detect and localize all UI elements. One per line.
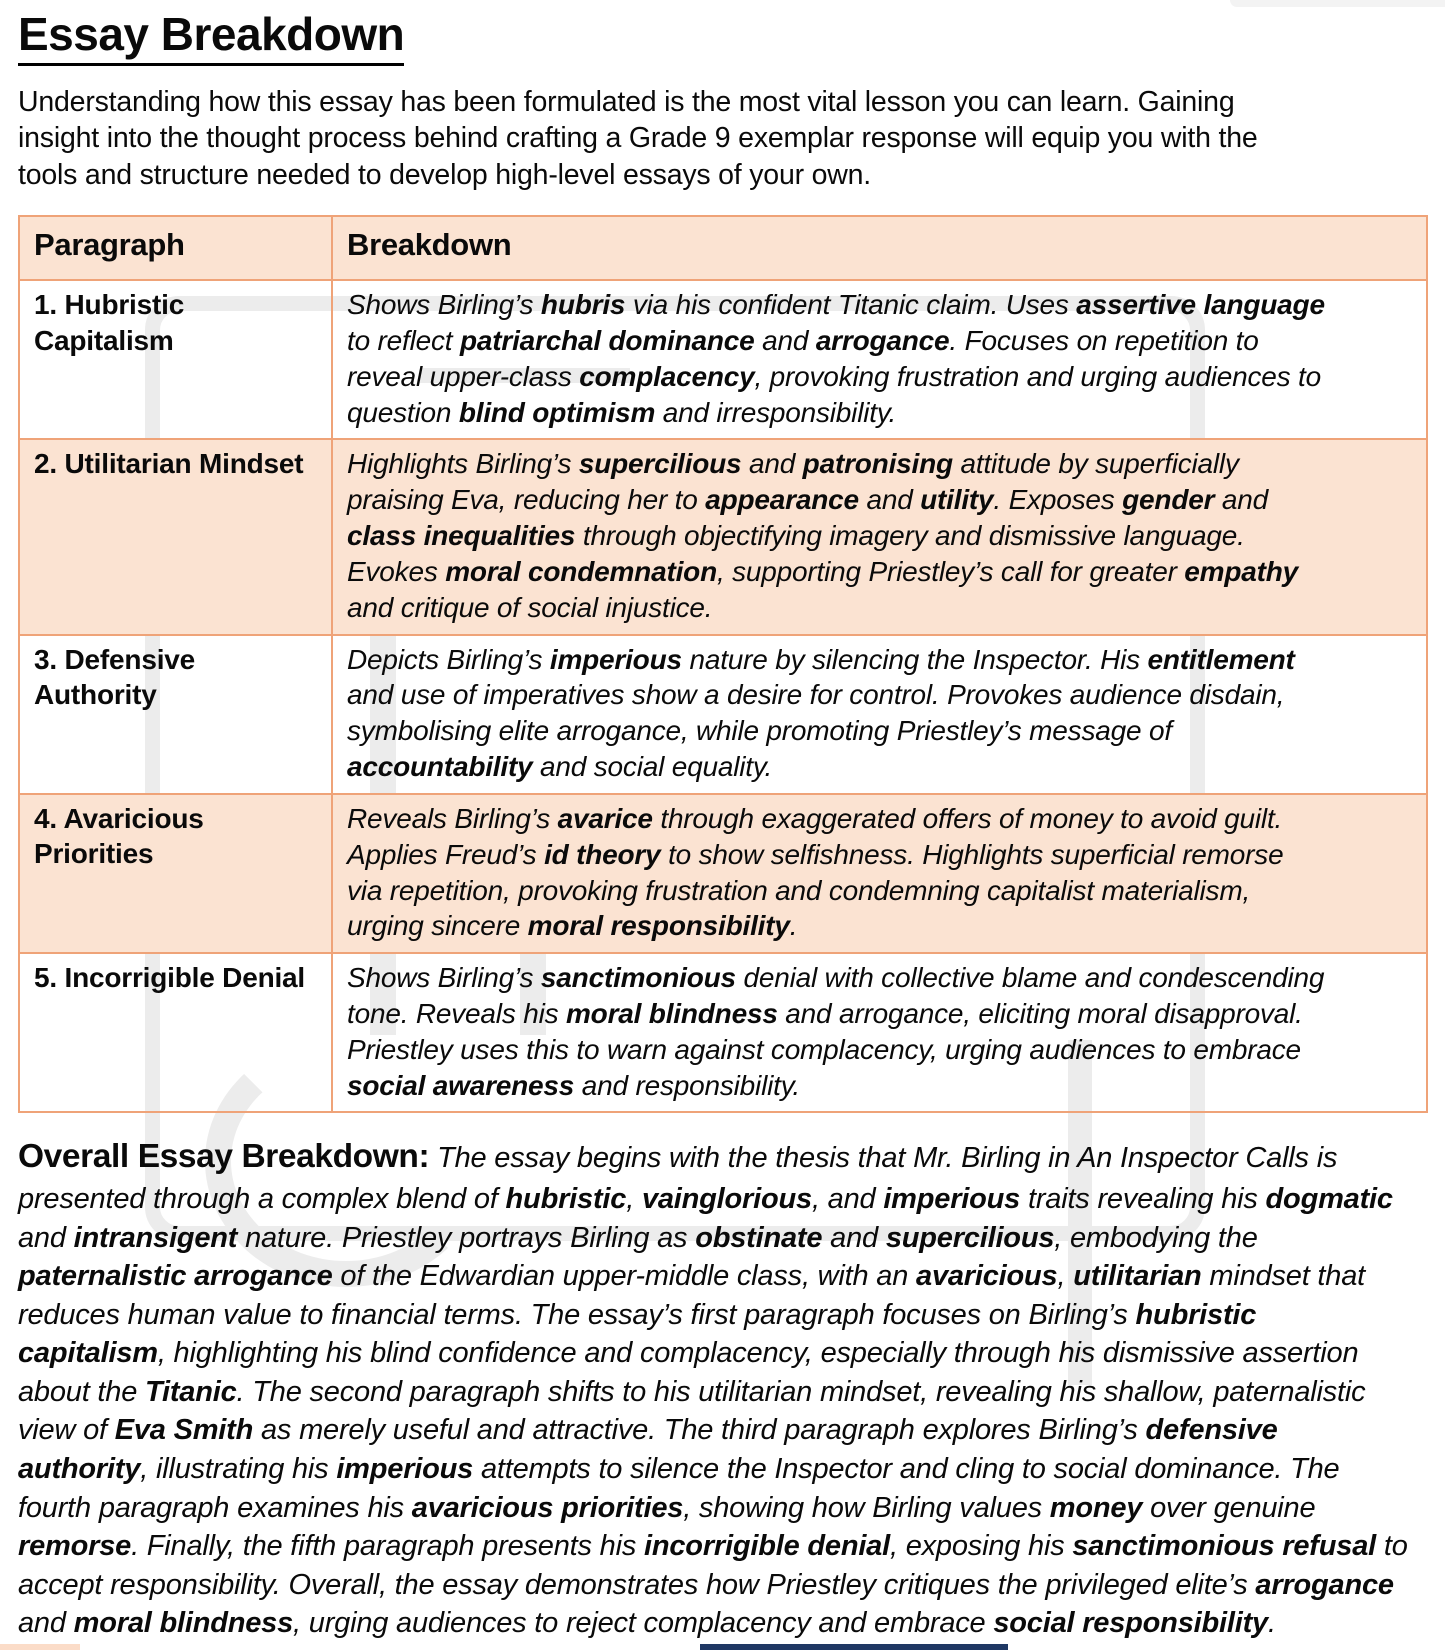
paragraph-title-cell: 5. Incorrigible Denial xyxy=(19,953,332,1112)
paragraph-title-cell: 2. Utilitarian Mindset xyxy=(19,439,332,634)
breakdown-text-cell: Shows Birling’s sanctimonious denial with collective blame and condescending tone. Reveals his moral blindness and arrogance, eliciting moral disapproval. Priestley uses this to warn against complacency, urging audiences to embrace social awareness and responsibility. xyxy=(332,953,1427,1112)
footer-navy-strip xyxy=(700,1644,1008,1650)
breakdown-text-cell: Shows Birling’s hubris via his confident Titanic claim. Uses assertive language to reflect patriarchal dominance and arrogance. Focuses on repetition to reveal upper-class complacency, provoking frustration and urging audiences to question blind optimism and irresponsibility. xyxy=(332,280,1427,439)
overall-breakdown-label: Overall Essay Breakdown: xyxy=(18,1138,430,1176)
table-row xyxy=(19,953,1427,1112)
table-row xyxy=(19,439,1427,634)
col-header-breakdown: Breakdown xyxy=(332,216,1427,280)
breakdown-text-cell: Highlights Birling’s supercilious and patronising attitude by superficially praising Eva, reducing her to appearance and utility. Exposes gender and class inequalities through objectifying imagery and dismissive language. Evokes moral condemnation, supporting Priestley’s call for greater empathy and critique of social injustice. xyxy=(332,439,1427,634)
breakdown-text-cell: Depicts Birling’s imperious nature by silencing the Inspector. His entitlement and use of imperatives show a desire for control. Provokes audience disdain, symbolising elite arrogance, while promoting Priestley’s message of accountability and social equality. xyxy=(332,635,1427,794)
page-title: Essay Breakdown xyxy=(18,10,404,66)
footer-peach-strip xyxy=(0,1644,80,1650)
table-row xyxy=(19,635,1427,794)
col-header-paragraph: Paragraph xyxy=(19,216,332,280)
overall-breakdown-body: The essay begins with the thesis that Mr. Birling in An Inspector Calls is presented through a complex blend of hubristic, vainglorious, and imperious traits revealing his dogmatic and intransigent nature. Priestley portrays Birling as obstinate and supercilious, embodying the paternalistic arrogance of the Edwardian upper-middle class, with an avaricious, utilitarian mindset that reduces human value to financial terms. The essay’s first paragraph focuses on Birling’s hubristic capitalism, highlighting his blind confidence and complacency, especially through his dismissive assertion about the Titanic. The second paragraph shifts to his utilitarian mindset, revealing his shallow, paternalistic view of Eva Smith as merely useful and attractive. The third paragraph explores Birling’s defensive authority, illustrating his imperious attempts to silence the Inspector and cling to social dominance. The fourth paragraph examines his avaricious priorities, showing how Birling values money over genuine remorse. Finally, the fifth paragraph presents his incorrigible denial, exposing his sanctimonious refusal to accept responsibility. Overall, the essay demonstrates how Priestley critiques the privileged elite’s arrogance and moral blindness, urging audiences to reject complacency and embrace social responsibility. xyxy=(18,1142,1408,1640)
breakdown-text-cell: Reveals Birling’s avarice through exaggerated offers of money to avoid guilt. Applies Freud’s id theory to show selfishness. Highlights superficial remorse via repetition, provoking frustration and condemning capitalist materialism, urging sincere moral responsibility. xyxy=(332,794,1427,953)
paragraph-title-cell: 1. Hubristic Capitalism xyxy=(19,280,332,439)
table-header-row xyxy=(19,216,1427,280)
table-row xyxy=(19,280,1427,439)
top-right-strip xyxy=(1230,0,1445,7)
paragraph-title-cell: 3. Defensive Authority xyxy=(19,635,332,794)
intro-paragraph: Understanding how this essay has been formulated is the most vital lesson you can learn. Gaining insight into the thought process behind crafting a Grade 9 exemplar response will equip you with the tools and structure needed to develop high-level essays of your own. xyxy=(18,85,1258,191)
paragraph-title-cell: 4. Avaricious Priorities xyxy=(19,794,332,953)
table-row xyxy=(19,794,1427,953)
essay-breakdown-table xyxy=(18,215,1428,1113)
overall-breakdown-paragraph xyxy=(18,1135,1410,1642)
